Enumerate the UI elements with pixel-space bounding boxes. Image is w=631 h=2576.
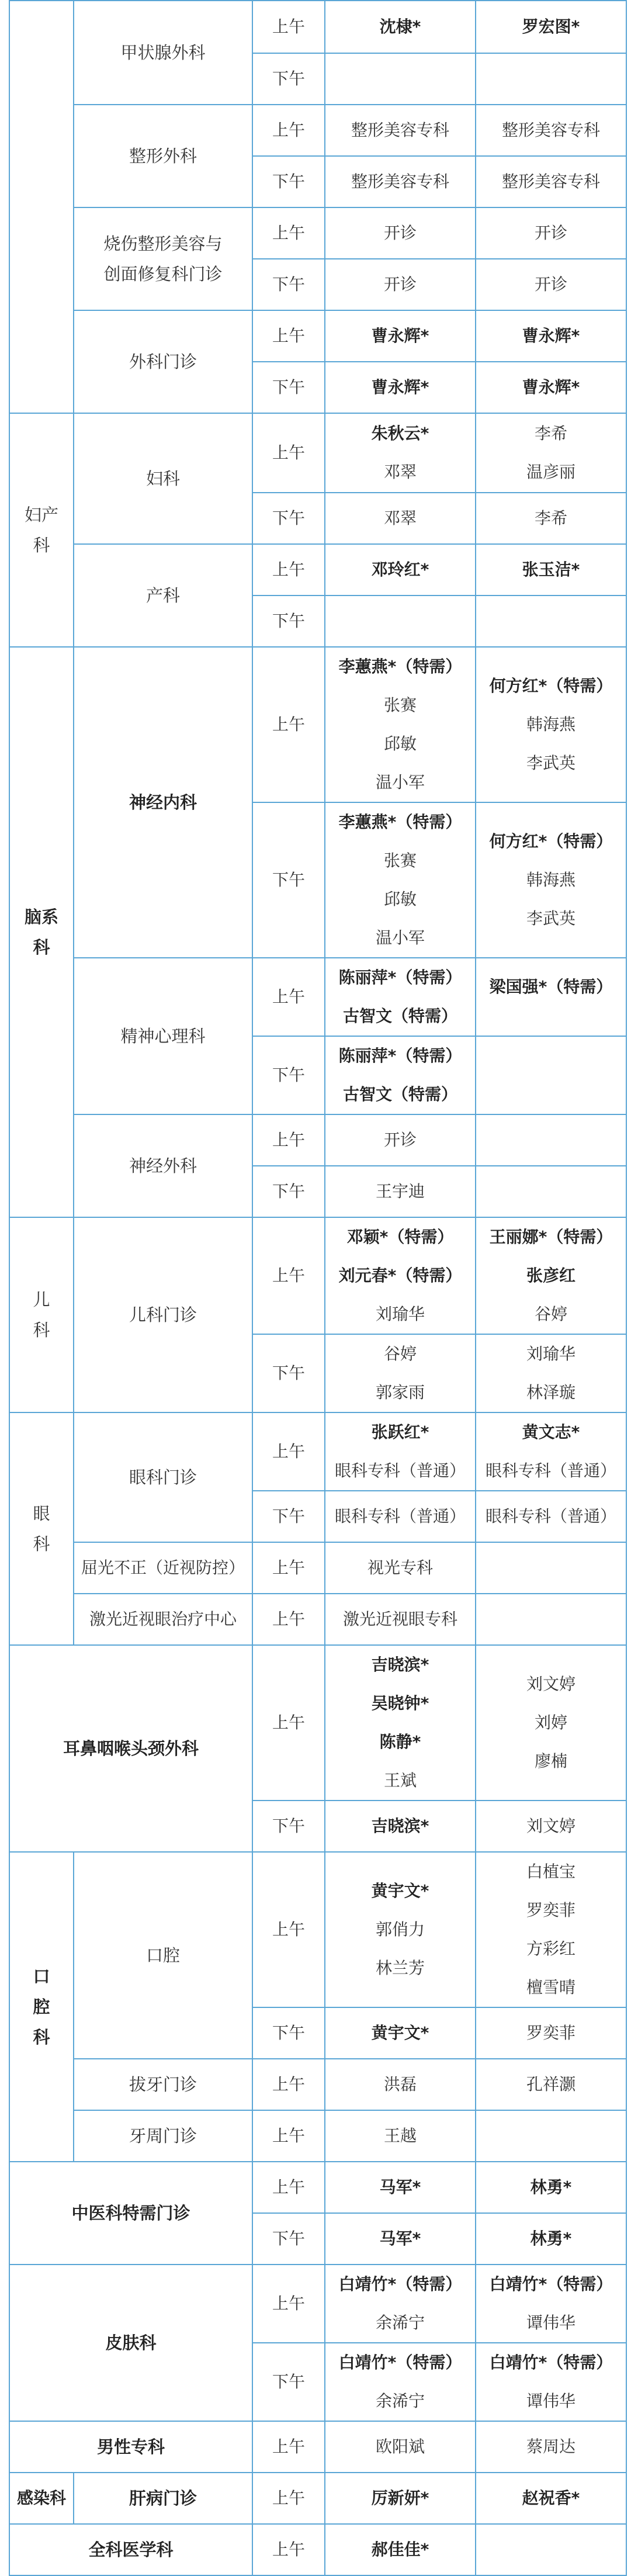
doctor-cell xyxy=(476,1542,626,1594)
doctor-name: 朱秋云* xyxy=(371,424,429,443)
doctor-cell: 整形美容专科 xyxy=(325,156,476,207)
doctor-name: 王斌 xyxy=(383,1771,417,1790)
doctor-name: 刘瑜华 xyxy=(526,1344,575,1363)
doctor-cell: 罗奕菲 xyxy=(476,2007,626,2059)
doctor-name: 白靖竹*（特需） xyxy=(338,2274,462,2294)
doctor-name: 林兰芳 xyxy=(375,1958,425,1978)
session-am: 上午 xyxy=(252,310,325,362)
session-pm: 下午 xyxy=(252,362,325,413)
doctor-cell xyxy=(325,1645,476,1801)
dept-gp: 全科医学科 xyxy=(9,2524,252,2575)
session-am: 上午 xyxy=(252,544,325,595)
dept-obs: 产科 xyxy=(74,544,252,647)
doctor-cell xyxy=(476,1114,626,1166)
doctor-name: 张赛 xyxy=(383,851,417,870)
doctor-cell xyxy=(476,1852,626,2007)
doctor-cell: 蔡周达 xyxy=(476,2421,626,2473)
doctor-cell xyxy=(325,413,476,493)
doctor-cell: 开诊 xyxy=(476,207,626,259)
doctor-name: 张彦红 xyxy=(526,1266,575,1285)
dept-plastic: 整形外科 xyxy=(74,105,252,207)
doctor-name: 邱敏 xyxy=(383,889,417,909)
session-am: 上午 xyxy=(252,2059,325,2110)
session-am: 上午 xyxy=(252,2421,325,2473)
session-pm: 下午 xyxy=(252,1036,325,1114)
doctor-cell: 激光近视眼专科 xyxy=(325,1594,476,1645)
doctor-cell: 邓翠 xyxy=(325,493,476,544)
dept-eye-clinic: 眼科门诊 xyxy=(74,1412,252,1542)
session-pm: 下午 xyxy=(252,2213,325,2265)
doctor-cell: 开诊 xyxy=(325,207,476,259)
doctor-name: 李武英 xyxy=(526,909,575,928)
dept-perio: 牙周门诊 xyxy=(74,2110,252,2162)
doctor-name: 吴晓钟* xyxy=(371,1694,429,1713)
doctor-cell xyxy=(476,1412,626,1491)
session-am: 上午 xyxy=(252,1594,325,1645)
doctor-name: 谭伟华 xyxy=(526,2391,575,2411)
doctor-cell xyxy=(476,1217,626,1334)
doctor-cell xyxy=(325,2343,476,2421)
session-pm: 下午 xyxy=(252,1491,325,1542)
doctor-cell: 厉新妍* xyxy=(325,2473,476,2524)
session-am: 上午 xyxy=(252,958,325,1036)
doctor-cell: 林勇* xyxy=(476,2213,626,2265)
doctor-cell: 整形美容专科 xyxy=(476,156,626,207)
dept-oral: 口腔 xyxy=(74,1852,252,2059)
session-am: 上午 xyxy=(252,1,325,53)
session-am: 上午 xyxy=(252,207,325,259)
doctor-cell: 开诊 xyxy=(325,259,476,310)
doctor-cell: 沈棣* xyxy=(325,1,476,53)
doctor-name: 谷婷 xyxy=(383,1344,417,1363)
doctor-name: 何方红*（特需） xyxy=(489,832,613,851)
doctor-cell: 眼科专科（普通） xyxy=(476,1491,626,1542)
doctor-cell xyxy=(476,647,626,802)
doctor-name: 方彩红 xyxy=(526,1939,575,1958)
doctor-cell: 王宇迪 xyxy=(325,1166,476,1217)
doctor-name: 陈静* xyxy=(379,1732,421,1751)
doctor-name: 白靖竹*（特需） xyxy=(489,2274,613,2294)
doctor-cell: 李希 xyxy=(476,493,626,544)
group-infect: 感染科 xyxy=(9,2473,74,2524)
doctor-cell: 梁国强*（特需） xyxy=(476,958,626,1036)
dept-tcm: 中医科特需门诊 xyxy=(9,2162,252,2265)
doctor-name: 黄宇文* xyxy=(371,1881,429,1900)
doctor-cell xyxy=(325,1852,476,2007)
doctor-cell: 罗宏图* xyxy=(476,1,626,53)
session-pm: 下午 xyxy=(252,1166,325,1217)
doctor-name: 黄文志* xyxy=(522,1422,580,1442)
group-eye: 眼科 xyxy=(9,1412,74,1645)
doctor-name: 邱敏 xyxy=(383,734,417,753)
doctor-cell xyxy=(325,1412,476,1491)
doctor-cell: 开诊 xyxy=(476,259,626,310)
doctor-cell xyxy=(325,1334,476,1412)
doctor-name: 李武英 xyxy=(526,753,575,773)
session-pm: 下午 xyxy=(252,493,325,544)
doctor-cell: 开诊 xyxy=(325,1114,476,1166)
doctor-cell xyxy=(325,1036,476,1114)
clinic-schedule-table xyxy=(9,0,627,2576)
dept-derm: 皮肤科 xyxy=(9,2265,252,2421)
doctor-name: 眼科专科（普通） xyxy=(485,1461,616,1480)
dept-gyn: 妇科 xyxy=(74,413,252,544)
doctor-cell: 曹永辉* xyxy=(325,362,476,413)
dept-psych: 精神心理科 xyxy=(74,958,252,1114)
session-am: 上午 xyxy=(252,413,325,493)
session-am: 上午 xyxy=(252,1114,325,1166)
doctor-name: 李蕙燕*（特需） xyxy=(338,812,462,832)
doctor-cell: 赵祝香* xyxy=(476,2473,626,2524)
doctor-cell xyxy=(476,2343,626,2421)
session-pm: 下午 xyxy=(252,2343,325,2421)
dept-liver: 肝病门诊 xyxy=(74,2473,252,2524)
doctor-cell xyxy=(325,1217,476,1334)
doctor-name: 余浠宁 xyxy=(375,2391,425,2411)
doctor-cell: 黄宇文* xyxy=(325,2007,476,2059)
doctor-name: 刘瑜华 xyxy=(375,1304,425,1324)
doctor-name: 檀雪晴 xyxy=(526,1978,575,1997)
session-pm: 下午 xyxy=(252,156,325,207)
doctor-name: 谭伟华 xyxy=(526,2313,575,2332)
doctor-name: 罗奕菲 xyxy=(526,1900,575,1920)
dept-neuro-med: 神经内科 xyxy=(74,647,252,958)
doctor-name: 张跃红* xyxy=(371,1422,429,1442)
session-am: 上午 xyxy=(252,2162,325,2213)
doctor-cell xyxy=(325,647,476,802)
doctor-name: 白植宝 xyxy=(526,1862,575,1881)
doctor-name: 邓颖*（特需） xyxy=(346,1227,454,1247)
doctor-name: 温小军 xyxy=(375,773,425,792)
session-am: 上午 xyxy=(252,1645,325,1801)
dept-surgery-clinic: 外科门诊 xyxy=(74,310,252,413)
session-am: 上午 xyxy=(252,1217,325,1334)
doctor-cell: 整形美容专科 xyxy=(325,105,476,156)
doctor-cell: 刘文婷 xyxy=(476,1801,626,1852)
doctor-cell xyxy=(476,595,626,647)
doctor-cell xyxy=(476,2524,626,2575)
session-pm: 下午 xyxy=(252,595,325,647)
doctor-name: 陈丽萍*（特需） xyxy=(338,1046,462,1065)
doctor-cell: 欧阳斌 xyxy=(325,2421,476,2473)
doctor-cell xyxy=(325,53,476,105)
doctor-name: 邓翠 xyxy=(383,462,417,482)
doctor-cell: 吉晓滨* xyxy=(325,1801,476,1852)
doctor-name: 廖楠 xyxy=(534,1751,567,1771)
doctor-cell xyxy=(476,1594,626,1645)
doctor-cell: 孔祥灏 xyxy=(476,2059,626,2110)
doctor-name: 郭俏力 xyxy=(375,1920,425,1939)
doctor-name: 古智文（特需） xyxy=(342,1006,457,1026)
doctor-cell xyxy=(325,595,476,647)
session-am: 上午 xyxy=(252,1412,325,1491)
doctor-name: 白靖竹*（特需） xyxy=(338,2353,462,2372)
doctor-cell: 马军* xyxy=(325,2162,476,2213)
group-brain: 脑系科 xyxy=(9,647,74,1217)
doctor-name: 刘元春*（特需） xyxy=(338,1266,462,1285)
doctor-cell xyxy=(325,958,476,1036)
doctor-cell: 曹永辉* xyxy=(476,362,626,413)
dept-laser: 激光近视眼治疗中心 xyxy=(74,1594,252,1645)
doctor-name: 谷婷 xyxy=(534,1304,567,1324)
session-pm: 下午 xyxy=(252,1801,325,1852)
doctor-name: 张赛 xyxy=(383,695,417,715)
dept-ent: 耳鼻咽喉头颈外科 xyxy=(9,1645,252,1852)
doctor-cell xyxy=(476,1036,626,1114)
dept-extraction: 拔牙门诊 xyxy=(74,2059,252,2110)
doctor-name: 古智文（特需） xyxy=(342,1085,457,1104)
doctor-cell: 视光专科 xyxy=(325,1542,476,1594)
doctor-name: 何方红*（特需） xyxy=(489,676,613,695)
doctor-cell xyxy=(476,413,626,493)
doctor-name: 林泽璇 xyxy=(526,1383,575,1402)
doctor-cell xyxy=(476,1166,626,1217)
dept-neuro-surg: 神经外科 xyxy=(74,1114,252,1217)
doctor-name: 郭家雨 xyxy=(375,1383,425,1402)
session-am: 上午 xyxy=(252,1542,325,1594)
doctor-cell: 整形美容专科 xyxy=(476,105,626,156)
dept-peds-clinic: 儿科门诊 xyxy=(74,1217,252,1412)
session-am: 上午 xyxy=(252,1852,325,2007)
doctor-cell xyxy=(476,2265,626,2343)
doctor-name: 刘文婷 xyxy=(526,1674,575,1694)
session-am: 上午 xyxy=(252,2110,325,2162)
doctor-cell: 王越 xyxy=(325,2110,476,2162)
doctor-name: 韩海燕 xyxy=(526,715,575,734)
doctor-cell: 林勇* xyxy=(476,2162,626,2213)
doctor-cell: 曹永辉* xyxy=(476,310,626,362)
doctor-cell: 邓玲红* xyxy=(325,544,476,595)
session-am: 上午 xyxy=(252,647,325,802)
doctor-cell xyxy=(476,1645,626,1801)
doctor-cell xyxy=(476,53,626,105)
session-am: 上午 xyxy=(252,2265,325,2343)
doctor-name: 温彦丽 xyxy=(526,462,575,482)
doctor-cell xyxy=(476,1334,626,1412)
session-am: 上午 xyxy=(252,105,325,156)
dept-male: 男性专科 xyxy=(9,2421,252,2473)
group-dental: 口腔科 xyxy=(9,1852,74,2162)
doctor-cell: 洪磊 xyxy=(325,2059,476,2110)
session-pm: 下午 xyxy=(252,802,325,958)
doctor-name: 陈丽萍*（特需） xyxy=(338,968,462,987)
doctor-name: 吉晓滨* xyxy=(371,1655,429,1674)
group-peds: 儿科 xyxy=(9,1217,74,1412)
doctor-name: 王丽娜*（特需） xyxy=(489,1227,613,1247)
session-pm: 下午 xyxy=(252,1334,325,1412)
doctor-name: 眼科专科（普通） xyxy=(334,1461,466,1480)
doctor-name: 白靖竹*（特需） xyxy=(489,2353,613,2372)
doctor-cell: 曹永辉* xyxy=(325,310,476,362)
session-am: 上午 xyxy=(252,2524,325,2575)
group-obgyn: 妇产科 xyxy=(9,413,74,647)
doctor-cell: 张玉洁* xyxy=(476,544,626,595)
doctor-cell xyxy=(325,802,476,958)
session-pm: 下午 xyxy=(252,53,325,105)
doctor-cell xyxy=(476,802,626,958)
doctor-name: 余浠宁 xyxy=(375,2313,425,2332)
dept-burn: 烧伤整形美容与创面修复科门诊 xyxy=(74,207,252,310)
doctor-cell: 马军* xyxy=(325,2213,476,2265)
doctor-name: 刘婷 xyxy=(534,1713,567,1732)
dept-refraction: 屈光不正（近视防控） xyxy=(74,1542,252,1594)
doctor-cell: 郝佳佳* xyxy=(325,2524,476,2575)
session-pm: 下午 xyxy=(252,259,325,310)
session-pm: 下午 xyxy=(252,2007,325,2059)
doctor-cell xyxy=(476,2110,626,2162)
doctor-cell xyxy=(325,2265,476,2343)
doctor-name: 李希 xyxy=(534,424,567,443)
doctor-name: 李蕙燕*（特需） xyxy=(338,657,462,676)
group-surgery xyxy=(9,1,74,413)
doctor-name: 温小军 xyxy=(375,928,425,947)
doctor-cell: 眼科专科（普通） xyxy=(325,1491,476,1542)
doctor-name: 韩海燕 xyxy=(526,870,575,889)
dept-thyroid: 甲状腺外科 xyxy=(74,1,252,105)
session-am: 上午 xyxy=(252,2473,325,2524)
